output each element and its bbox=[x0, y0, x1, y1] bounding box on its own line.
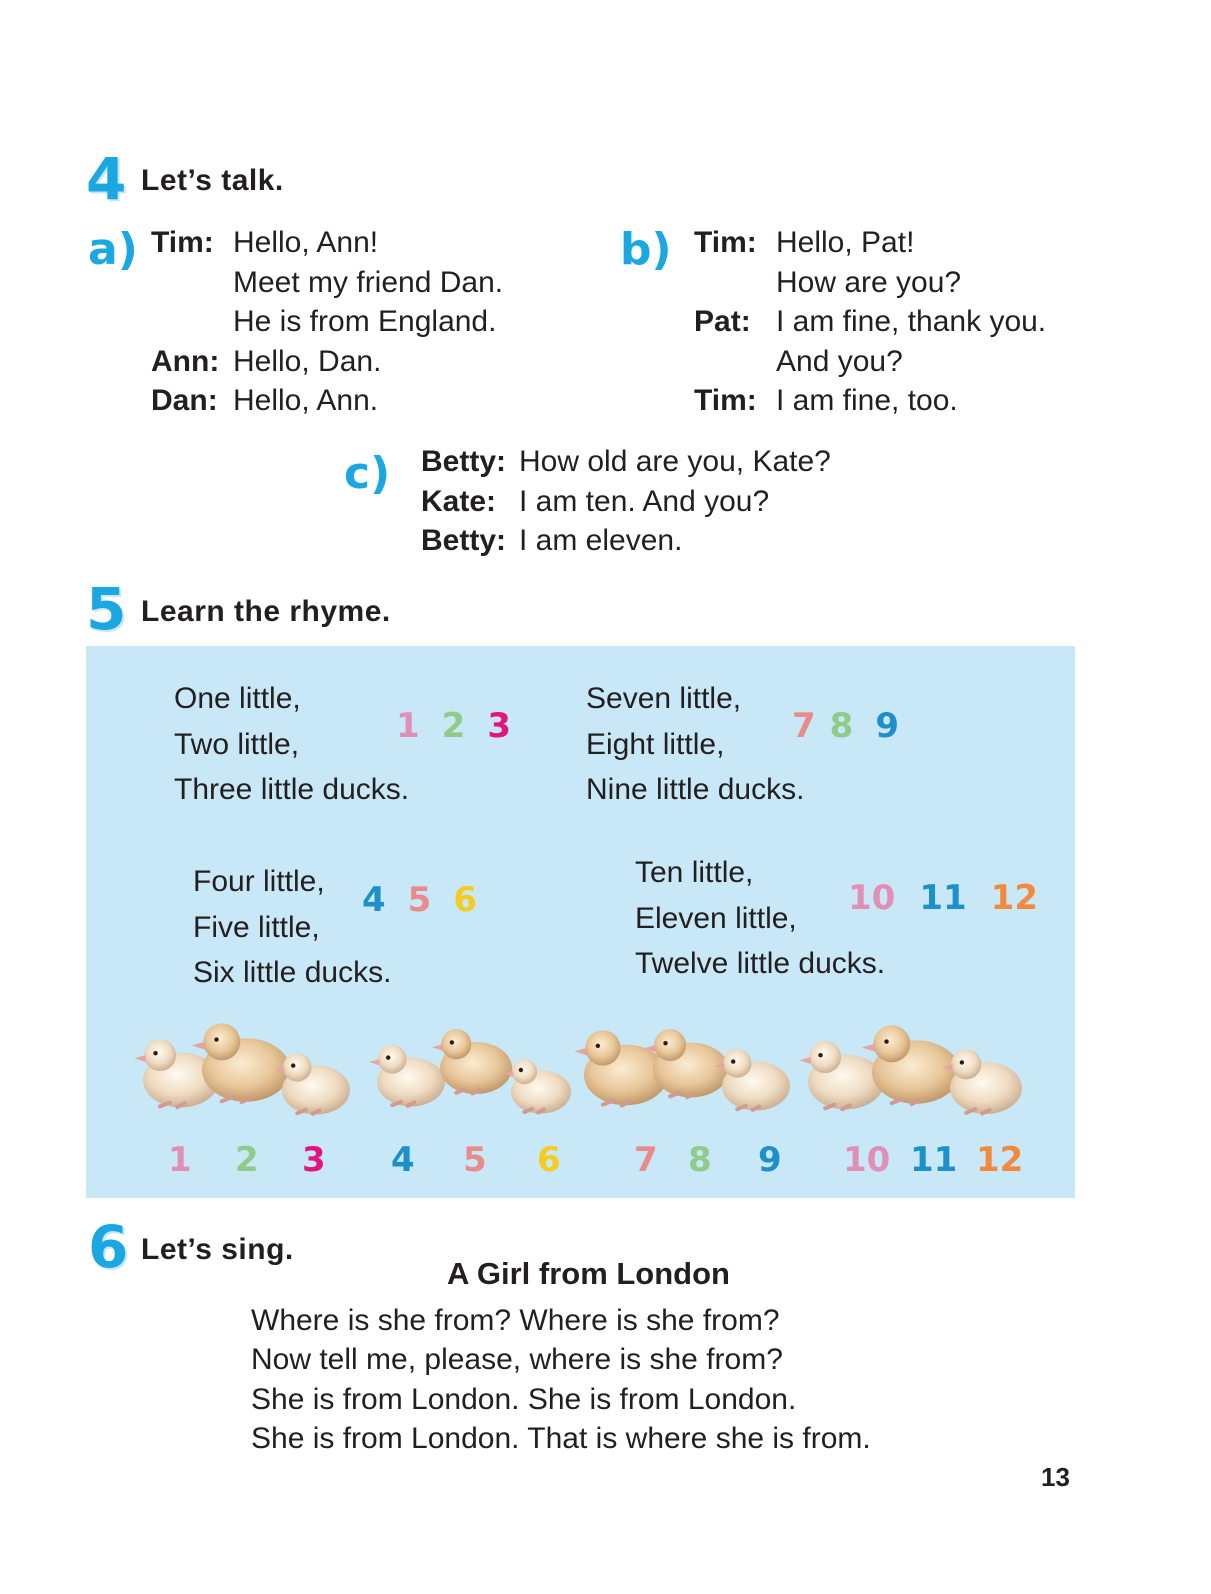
song-line: She is from London. She is from London. bbox=[251, 1382, 797, 1416]
duckling-4 bbox=[369, 1045, 445, 1106]
speaker-name bbox=[421, 482, 519, 522]
speaker-colon: : bbox=[209, 344, 220, 378]
dialogue-a bbox=[151, 223, 503, 421]
dialogue-a-letter: a) bbox=[88, 224, 138, 275]
speaker-colon: : bbox=[496, 445, 507, 478]
ducklings-illustration bbox=[126, 1016, 1046, 1116]
speaker-name bbox=[151, 302, 233, 342]
verse-line: Three little ducks. bbox=[174, 773, 410, 806]
number-11: 11 bbox=[919, 878, 967, 918]
duckling-9 bbox=[714, 1049, 790, 1110]
speaker-label: Dan bbox=[151, 384, 208, 417]
verse-4 bbox=[635, 850, 885, 987]
dialogue-row bbox=[151, 302, 503, 342]
verse-line: Eight little, bbox=[586, 727, 725, 761]
number-9: 9 bbox=[875, 706, 900, 746]
dialogue-row bbox=[151, 381, 503, 421]
speaker-name bbox=[151, 263, 233, 303]
dialogue-row bbox=[694, 381, 1046, 421]
song-title: A Girl from London bbox=[447, 1256, 730, 1291]
verse-line: Seven little, bbox=[586, 682, 742, 715]
speaker-name bbox=[421, 442, 519, 482]
duck-number-5: 5 bbox=[463, 1140, 487, 1180]
duckling-10 bbox=[799, 1041, 884, 1109]
number-2: 2 bbox=[441, 706, 466, 746]
dialogue-line: Meet my friend Dan. bbox=[233, 265, 504, 299]
speaker-label: Betty bbox=[421, 445, 497, 478]
duckling-12 bbox=[942, 1049, 1022, 1114]
number-3: 3 bbox=[487, 706, 512, 746]
duck-number-11: 11 bbox=[910, 1140, 958, 1180]
duck-number-12: 12 bbox=[976, 1140, 1024, 1180]
dialogue-line: I am ten. And you? bbox=[519, 484, 770, 518]
verse-line: Nine little ducks. bbox=[586, 773, 805, 806]
verse-line: One little, bbox=[174, 682, 301, 715]
exercise-5-number: 5 bbox=[86, 575, 127, 643]
verse-3 bbox=[586, 676, 804, 813]
dialogue-line: He is from England. bbox=[233, 305, 497, 338]
dialogue-row bbox=[694, 223, 1046, 263]
exercise-5-title: Learn the rhyme. bbox=[141, 595, 391, 628]
song-lyrics bbox=[251, 1301, 871, 1458]
dialogue-b bbox=[694, 223, 1046, 421]
exercise-6-number: 6 bbox=[88, 1213, 129, 1281]
dialogue-line: Hello, Ann. bbox=[233, 384, 379, 417]
speaker-name bbox=[694, 263, 776, 303]
verse-line: Four little, bbox=[193, 865, 325, 898]
dialogue-line: How are you? bbox=[776, 265, 962, 299]
duck-number-4: 4 bbox=[391, 1140, 415, 1180]
verse-line: Five little, bbox=[193, 910, 320, 944]
dialogue-line: Hello, Ann! bbox=[233, 226, 379, 259]
dialogue-line: Hello, Dan. bbox=[233, 344, 382, 378]
song-line: She is from London. That is where she is from. bbox=[251, 1421, 871, 1455]
dialogue-row bbox=[694, 342, 1046, 382]
song-line: Where is she from? Where is she from? bbox=[251, 1304, 780, 1337]
number-5: 5 bbox=[407, 880, 432, 920]
verse-line: Eleven little, bbox=[635, 901, 797, 935]
song-line: Now tell me, please, where is she from? bbox=[251, 1343, 783, 1377]
duck-number-8: 8 bbox=[688, 1140, 712, 1180]
speaker-name bbox=[694, 342, 776, 382]
number-1: 1 bbox=[396, 706, 420, 746]
dialogue-row bbox=[421, 482, 831, 522]
dialogue-c-letter: c) bbox=[344, 448, 391, 499]
exercise-4-title: Let’s talk. bbox=[141, 164, 284, 197]
number-6: 6 bbox=[453, 880, 478, 920]
speaker-colon: : bbox=[496, 524, 507, 557]
speaker-label: Pat bbox=[694, 305, 741, 338]
verse-2-numbers bbox=[362, 880, 499, 920]
speaker-name bbox=[694, 223, 776, 263]
verse-line: Six little ducks. bbox=[193, 956, 392, 989]
speaker-name bbox=[151, 342, 233, 382]
duck-number-9: 9 bbox=[758, 1140, 782, 1180]
page-number: 13 bbox=[1041, 1462, 1070, 1492]
duckling-numbers bbox=[86, 1140, 1075, 1180]
dialogue-line: Hello, Pat! bbox=[776, 226, 915, 259]
number-8: 8 bbox=[829, 706, 854, 746]
dialogue-row bbox=[694, 263, 1046, 303]
speaker-colon: : bbox=[207, 384, 218, 417]
dialogue-row bbox=[151, 342, 503, 382]
verse-line: Two little, bbox=[174, 727, 300, 761]
dialogue-line: I am eleven. bbox=[519, 524, 683, 557]
duckling-6 bbox=[504, 1059, 571, 1114]
speaker-name bbox=[151, 223, 233, 263]
speaker-colon: : bbox=[746, 384, 757, 417]
exercise-6-title: Let’s sing. bbox=[141, 1233, 294, 1266]
verse-line: Twelve little ducks. bbox=[635, 947, 886, 980]
duck-number-7: 7 bbox=[634, 1140, 658, 1180]
speaker-name bbox=[151, 381, 233, 421]
speaker-colon: : bbox=[203, 226, 214, 259]
rhyme-panel bbox=[86, 646, 1075, 1198]
speaker-label: Kate bbox=[421, 484, 487, 518]
duck-number-2: 2 bbox=[235, 1140, 259, 1180]
number-12: 12 bbox=[990, 878, 1038, 918]
dialogue-line: And you? bbox=[776, 344, 903, 378]
speaker-label: Tim bbox=[694, 384, 747, 417]
exercise-4-number: 4 bbox=[86, 145, 127, 213]
duckling-3 bbox=[274, 1053, 350, 1114]
speaker-colon: : bbox=[486, 484, 497, 518]
dialogue-row bbox=[151, 223, 503, 263]
dialogue-line: I am fine, too. bbox=[776, 384, 958, 417]
verse-3-numbers bbox=[792, 706, 921, 746]
dialogue-row bbox=[151, 263, 503, 303]
dialogue-b-letter: b) bbox=[620, 224, 672, 275]
speaker-label: Ann bbox=[151, 344, 210, 378]
dialogue-row bbox=[421, 442, 831, 482]
dialogue-c bbox=[421, 442, 831, 561]
speaker-name bbox=[421, 521, 519, 561]
speaker-name bbox=[694, 381, 776, 421]
duck-number-10: 10 bbox=[843, 1140, 891, 1180]
speaker-colon: : bbox=[740, 305, 751, 338]
dialogue-row bbox=[421, 521, 831, 561]
speaker-label: Betty bbox=[421, 524, 497, 557]
verse-4-numbers bbox=[848, 878, 1060, 918]
dialogue-line: I am fine, thank you. bbox=[776, 305, 1047, 338]
duck-number-1: 1 bbox=[168, 1140, 192, 1180]
speaker-colon: : bbox=[746, 226, 757, 259]
duck-number-3: 3 bbox=[302, 1140, 326, 1180]
number-4: 4 bbox=[362, 880, 386, 920]
speaker-name bbox=[694, 302, 776, 342]
dialogue-line: How old are you, Kate? bbox=[519, 445, 831, 478]
verse-1-numbers bbox=[396, 706, 533, 746]
duck-number-6: 6 bbox=[537, 1140, 561, 1180]
verse-line: Ten little, bbox=[635, 856, 754, 889]
speaker-label: Tim bbox=[694, 226, 747, 259]
number-10: 10 bbox=[848, 878, 896, 918]
verse-1 bbox=[174, 676, 409, 813]
speaker-label: Tim bbox=[151, 226, 204, 259]
dialogue-row bbox=[694, 302, 1046, 342]
number-7: 7 bbox=[792, 706, 816, 746]
